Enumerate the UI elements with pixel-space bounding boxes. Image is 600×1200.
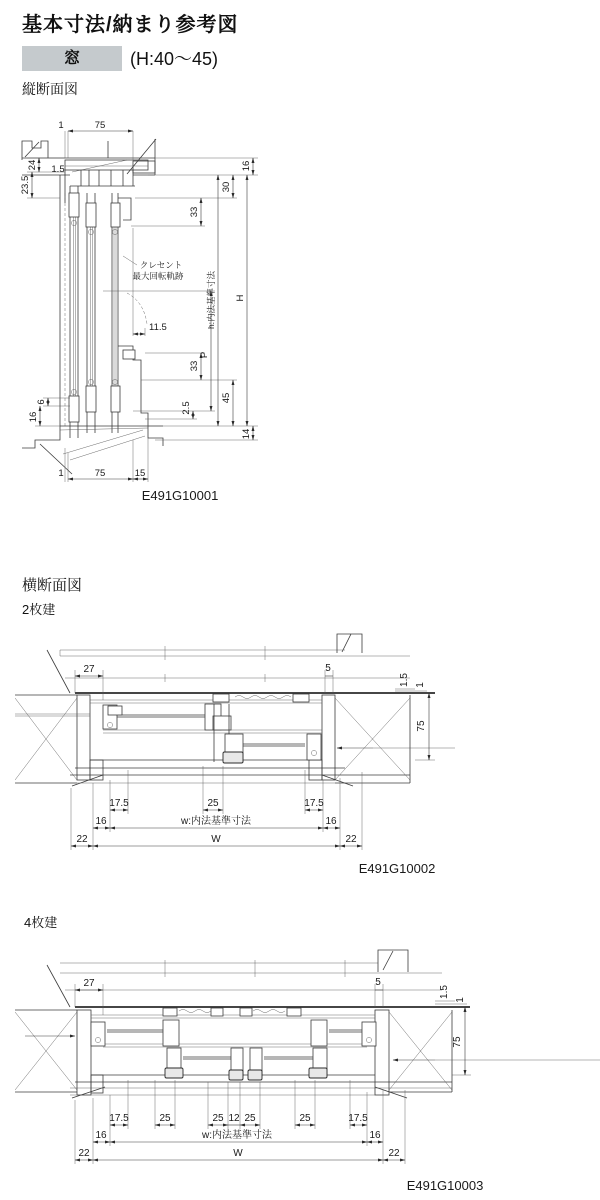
window-tag-badge: 窓 xyxy=(22,46,122,71)
dimension-lines xyxy=(71,663,435,850)
dim-label: 25 xyxy=(244,1113,256,1124)
dim-label: 33 xyxy=(189,206,200,218)
dim-label: W xyxy=(211,834,221,845)
crescent-annotation xyxy=(123,256,184,324)
wall-structure-top xyxy=(47,634,435,693)
dim-label: 22 xyxy=(78,1148,90,1159)
dim-label: 14 xyxy=(241,428,252,440)
dim-label: 17.5 xyxy=(109,798,129,809)
wall-structure-top xyxy=(47,950,470,1007)
dim-label: 25 xyxy=(212,1113,224,1124)
sill-structure xyxy=(22,426,163,474)
dim-label: 5 xyxy=(325,663,331,674)
dim-label: 6 xyxy=(36,399,47,405)
dim-label: 24 xyxy=(27,159,38,171)
height-range-label: (H:40〜45) xyxy=(130,49,219,69)
dim-label: 11.5 xyxy=(149,322,167,333)
dim-label: 1 xyxy=(58,120,64,131)
drawing-code: E491G10003 xyxy=(406,1178,484,1193)
dim-label: 17.5 xyxy=(304,798,324,809)
w-axis-label: w:内法基準寸法 xyxy=(181,816,251,827)
dim-label: 17.5 xyxy=(109,1113,129,1124)
sash-tracks xyxy=(60,175,148,438)
dim-label: 16 xyxy=(28,411,39,423)
dimension-lines xyxy=(75,977,471,1164)
frame-and-sashes xyxy=(15,694,455,783)
two-panel-heading: 2枚建 xyxy=(22,602,56,617)
dim-label: 22 xyxy=(76,834,88,845)
dim-label: 25 xyxy=(207,798,219,809)
dim-label: 1 xyxy=(415,682,426,688)
dim-label: 1 xyxy=(58,468,64,479)
dim-label: 17.5 xyxy=(348,1113,368,1124)
vertical-section-diagram xyxy=(15,108,295,508)
right-wall xyxy=(309,695,410,786)
dim-label: 1.5 xyxy=(399,673,410,687)
drawing-code: E491G10001 xyxy=(141,488,219,503)
dim-label: 25 xyxy=(159,1113,171,1124)
dim-label: 25 xyxy=(299,1113,311,1124)
left-wall xyxy=(15,695,103,786)
dim-label: 23.5 xyxy=(20,175,31,195)
dim-label: 16 xyxy=(95,816,107,827)
dim-label: 16 xyxy=(325,816,337,827)
four-panel-heading: 4枚建 xyxy=(24,915,58,930)
dim-label: 22 xyxy=(345,834,357,845)
vertical-section-heading: 縦断面図 xyxy=(22,81,78,97)
dim-label: W xyxy=(233,1148,243,1159)
dim-label: 30 xyxy=(221,181,232,193)
dim-label: 1 xyxy=(455,997,466,1003)
four-panel-cross-section-diagram xyxy=(15,940,600,1200)
dim-label: 45 xyxy=(221,392,232,404)
drawing-code: E491G10002 xyxy=(358,861,436,876)
h-axis-label: h:内法基準寸法 xyxy=(206,270,216,330)
dim-label: 12 xyxy=(228,1113,240,1124)
dim-label: 16 xyxy=(241,160,252,172)
dim-label: 33 xyxy=(189,360,200,372)
dim-label: 22 xyxy=(388,1148,400,1159)
dim-label: 1.5 xyxy=(439,985,450,999)
page-title: 基本寸法/納まり参考図 xyxy=(22,14,239,36)
dim-label: 27 xyxy=(83,664,95,675)
dim-label: P xyxy=(199,351,210,359)
dim-label: 75 xyxy=(94,468,106,479)
crescent-label-line1: クレセント xyxy=(139,260,183,270)
dim-label: 75 xyxy=(452,1036,463,1048)
two-panel-cross-section-diagram xyxy=(15,620,455,885)
dim-label: 5 xyxy=(375,977,381,988)
cross-section-heading: 横断面図 xyxy=(22,577,83,594)
dim-label: 75 xyxy=(94,120,106,131)
frame-and-sashes xyxy=(25,1008,600,1095)
crescent-label-line2: 最大回転軌跡 xyxy=(132,271,184,281)
dim-label: 75 xyxy=(416,720,427,732)
dim-label: 2.5 xyxy=(181,401,192,415)
w-axis-label: w:内法基準寸法 xyxy=(202,1130,272,1141)
dim-label: 16 xyxy=(369,1130,381,1141)
dim-label: 27 xyxy=(83,978,95,989)
dim-label: 1.5 xyxy=(51,164,65,175)
h-label: H xyxy=(235,294,246,302)
dim-label: 15 xyxy=(134,468,146,479)
right-wall xyxy=(375,1010,452,1098)
dim-label: 16 xyxy=(95,1130,107,1141)
dimension-lines xyxy=(20,120,258,482)
